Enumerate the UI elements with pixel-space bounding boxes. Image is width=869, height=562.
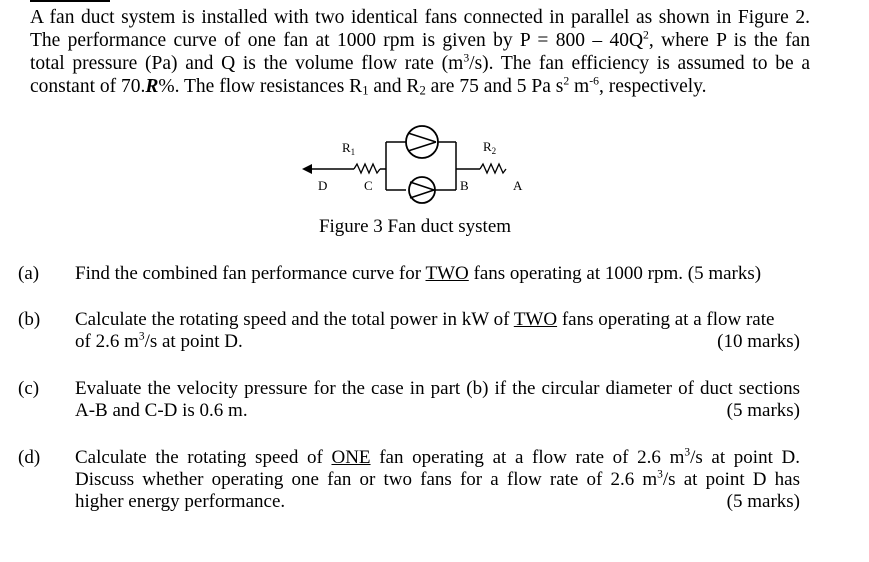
superscript: 3 bbox=[657, 468, 663, 481]
intro-text: %. The flow resistances R bbox=[158, 76, 363, 97]
figure-caption: Figure 3 Fan duct system bbox=[318, 216, 512, 237]
question-text: higher energy performance. bbox=[75, 491, 286, 512]
intro-text: , where P is the fan bbox=[648, 30, 810, 51]
question-line bbox=[75, 491, 800, 513]
question-line bbox=[75, 309, 800, 331]
question-text: fans operating at a flow rate bbox=[557, 309, 775, 330]
question-text: /s at point D has bbox=[662, 469, 800, 490]
fan-1-icon bbox=[406, 126, 438, 158]
subscript: 2 bbox=[419, 83, 426, 98]
intro-line-3 bbox=[30, 52, 810, 75]
question-text bbox=[75, 331, 243, 353]
question-text: Calculate the rotating speed of bbox=[75, 447, 332, 468]
superscript: 3 bbox=[138, 330, 145, 343]
question-emphasis: TWO bbox=[513, 309, 558, 330]
superscript: 3 bbox=[463, 51, 470, 65]
intro-emphasis: R bbox=[145, 76, 159, 97]
point-d-label: D bbox=[318, 178, 328, 193]
question-body bbox=[75, 378, 800, 422]
intro-text: , respectively. bbox=[598, 76, 707, 97]
question-text: Discuss whether operating one fan or two fans for a flow rate of 2.6 m bbox=[75, 469, 658, 490]
intro-text: total pressure (Pa) and Q is the volume flow rate (m bbox=[30, 53, 464, 74]
intro-line-4 bbox=[30, 75, 810, 98]
superscript: 3 bbox=[684, 446, 691, 459]
question-emphasis: TWO bbox=[425, 263, 469, 284]
question-label: (a) bbox=[18, 263, 40, 284]
question-line bbox=[75, 400, 800, 422]
superscript: 2 bbox=[563, 74, 570, 88]
point-b-label: B bbox=[460, 178, 469, 193]
question-text: /s at point D. bbox=[144, 331, 243, 352]
question-body bbox=[75, 263, 800, 285]
question-line: Evaluate the velocity pressure for the case in part (b) if the circular diameter of duct sections bbox=[75, 378, 800, 399]
question-label: (b) bbox=[18, 309, 41, 330]
marks-label: (10 marks) bbox=[717, 331, 800, 352]
question-label: (c) bbox=[18, 378, 40, 399]
r1-label: $R_1$ bbox=[342, 140, 356, 157]
intro-text: and R bbox=[368, 76, 420, 97]
question-line bbox=[75, 263, 800, 285]
marks-label: (5 marks) bbox=[726, 491, 800, 512]
question-text: Find the combined fan performance curve for bbox=[75, 263, 426, 284]
problem-statement bbox=[30, 6, 810, 98]
question-body bbox=[75, 309, 800, 353]
subscript: 1 bbox=[362, 83, 369, 98]
fan-2-icon bbox=[409, 177, 435, 203]
intro-text: /s). The fan efficiency is assumed to be a bbox=[469, 53, 811, 74]
flow-arrow bbox=[302, 164, 312, 174]
r1-resistance bbox=[354, 164, 380, 173]
question-emphasis: ONE bbox=[331, 447, 371, 468]
marks-label: (5 marks) bbox=[726, 400, 800, 421]
question-line bbox=[75, 331, 800, 353]
intro-line-1: A fan duct system is installed with two identical fans connected in parallel as shown in Figure 2. bbox=[30, 7, 810, 28]
question-text: A-B and C-D is 0.6 m. bbox=[75, 400, 248, 421]
top-rule bbox=[30, 0, 110, 2]
intro-line-2 bbox=[30, 29, 810, 52]
intro-text: constant of 70. bbox=[30, 76, 146, 97]
point-c-label: C bbox=[364, 178, 373, 193]
question-line bbox=[75, 447, 800, 469]
question-label: (d) bbox=[18, 447, 41, 468]
fan-duct-diagram bbox=[300, 124, 530, 204]
question-text: Calculate the rotating speed and the total power in kW of bbox=[75, 309, 514, 330]
question-text: fan operating at a flow rate of 2.6 m bbox=[370, 447, 685, 468]
question-line bbox=[75, 469, 800, 491]
superscript: -6 bbox=[589, 74, 599, 88]
question-text: of 2.6 m bbox=[75, 331, 139, 352]
r2-resistance bbox=[480, 164, 506, 173]
r2-label: $R_2$ bbox=[483, 139, 497, 156]
question-body bbox=[75, 447, 800, 513]
intro-text: are 75 and 5 Pa s bbox=[425, 76, 564, 97]
intro-text: The performance curve of one fan at 1000 rpm is given by P = 800 – 40Q bbox=[30, 30, 644, 51]
intro-text: m bbox=[569, 76, 590, 97]
question-text: fans operating at 1000 rpm. (5 marks) bbox=[468, 263, 762, 284]
superscript: 2 bbox=[643, 28, 649, 42]
question-text: /s at point D. bbox=[690, 447, 800, 468]
point-a-label: A bbox=[513, 178, 523, 193]
